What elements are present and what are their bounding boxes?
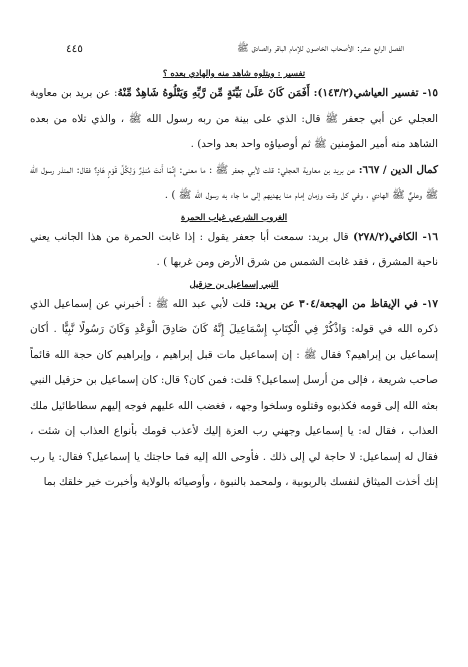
section-heading: النبي إسماعيل بن حزقيل <box>189 279 279 290</box>
paragraph-lead: ١٦- الكافي(٢٧٨/٢) <box>353 230 438 243</box>
paragraph-lead: كمال الدين / ٦٦٧: <box>358 163 439 176</box>
paragraph-16 <box>30 225 438 276</box>
quran-verse: أَفَمَن كَانَ عَلَىٰ بَيِّنَةٍ مِّن رَّبِّهِ وَيَتْلُوهُ شَاهِدٌ مِّنْهُ <box>117 87 314 99</box>
paragraph-text: قلت لأبي عبد الله ﷺ : أخبرني عن إسماعيل الذي ذكره الله في قوله: وَاذْكُرْ فِي الْكِتَابِ إِسْمَاعِيلَ إِنَّهُ كَانَ صَادِقَ الْوَعْدِ وَكَانَ رَسُولًا نَّبِيًّا . أكان إسماعيل بن إبراهيم؟ فقال ﷺ : إن إسماعيل مات قبل إبراهيم ، وإبراهيم كان حجة الله قائماً صاحب شريعة ، فإلى من أرسل إسماعيل؟ قلت: فمن كان؟ قال: كان إسماعيل بن حزقيل النبي بعثه الله إلى قومه فكذبوه وقتلوه وسلخوا وجهه ، فغضب الله عليهم فوجه إليهم سطاطائيل ملك العذاب ، فقال له: يا إسماعيل وجهني رب العزة إليك لأعذب قومك بأنواع العذاب إن شئت ، فقال له إسماعيل: لا حاجة لي إلى ذلك . فأوحى الله إليه فما حاجتك يا إسماعيل؟ فقال: يا رب إنك أخذت الميثاق لنفسك بالربوبية ، ولمحمد بالنبوة ، وأوصيائه بالولاية وأخبرت خير خلقك بما <box>30 297 438 488</box>
page-header <box>24 40 444 58</box>
page-body <box>30 68 438 496</box>
paragraph-17 <box>30 292 438 496</box>
paragraph-text: عن بريد بن معاوية العجلي: قلت لأبي جعفر ﷺ : ما معنى: إِنَّمَا أَنتَ مُنذِرٌ وَلِكُلِّ قَوْمٍ هَادٍ؟ فقال: المنذر رسول الله ﷺ وعليٌّ ﷺ الهادي ، وفي كل وقت وزمان إمام منا يهديهم إلى ما جاء به رسول الله ﷺ ) . <box>30 163 438 201</box>
page-number: ٤٤٥ <box>66 43 83 55</box>
chapter-title: الفصل الرابع عشر: الأصحاب الخاصون للإمام الباقر والصادق ﷺ <box>237 43 404 54</box>
paragraph-15 <box>30 81 438 158</box>
paragraph-text: قال بريد: سمعت أبا جعفر يقول : إذا غابت الحمرة من هذا الجانب يعني ناحية المشرق ، فقد غابت الشمس من شرق الأرض ومن غربها ) . <box>30 230 438 268</box>
paragraph-lead: ١٥- تفسير العياشي(١٤٣/٢): <box>313 87 439 99</box>
paragraph-text: : عن بريد بن معاوية العجلي عن أبي جعفر ﷺ قال: الذي على بينة من ربه رسول الله ﷺ ، والذي تلاه من بعده الشاهد منه أمير المؤمنين ﷺ ثم أوصياؤه واحد بعد واحد) . <box>30 87 438 150</box>
paragraph-kamal-aldin <box>30 158 438 209</box>
section-heading: الغروب الشرعي غياب الحمرة <box>180 212 288 223</box>
section-heading: تفسير : ويتلوه شاهد منه والهادي بعده ؟ <box>162 69 306 79</box>
paragraph-lead: ١٧- في الإيقاظ من الهجعة/٣٠٤ عن بريد: <box>255 297 438 310</box>
